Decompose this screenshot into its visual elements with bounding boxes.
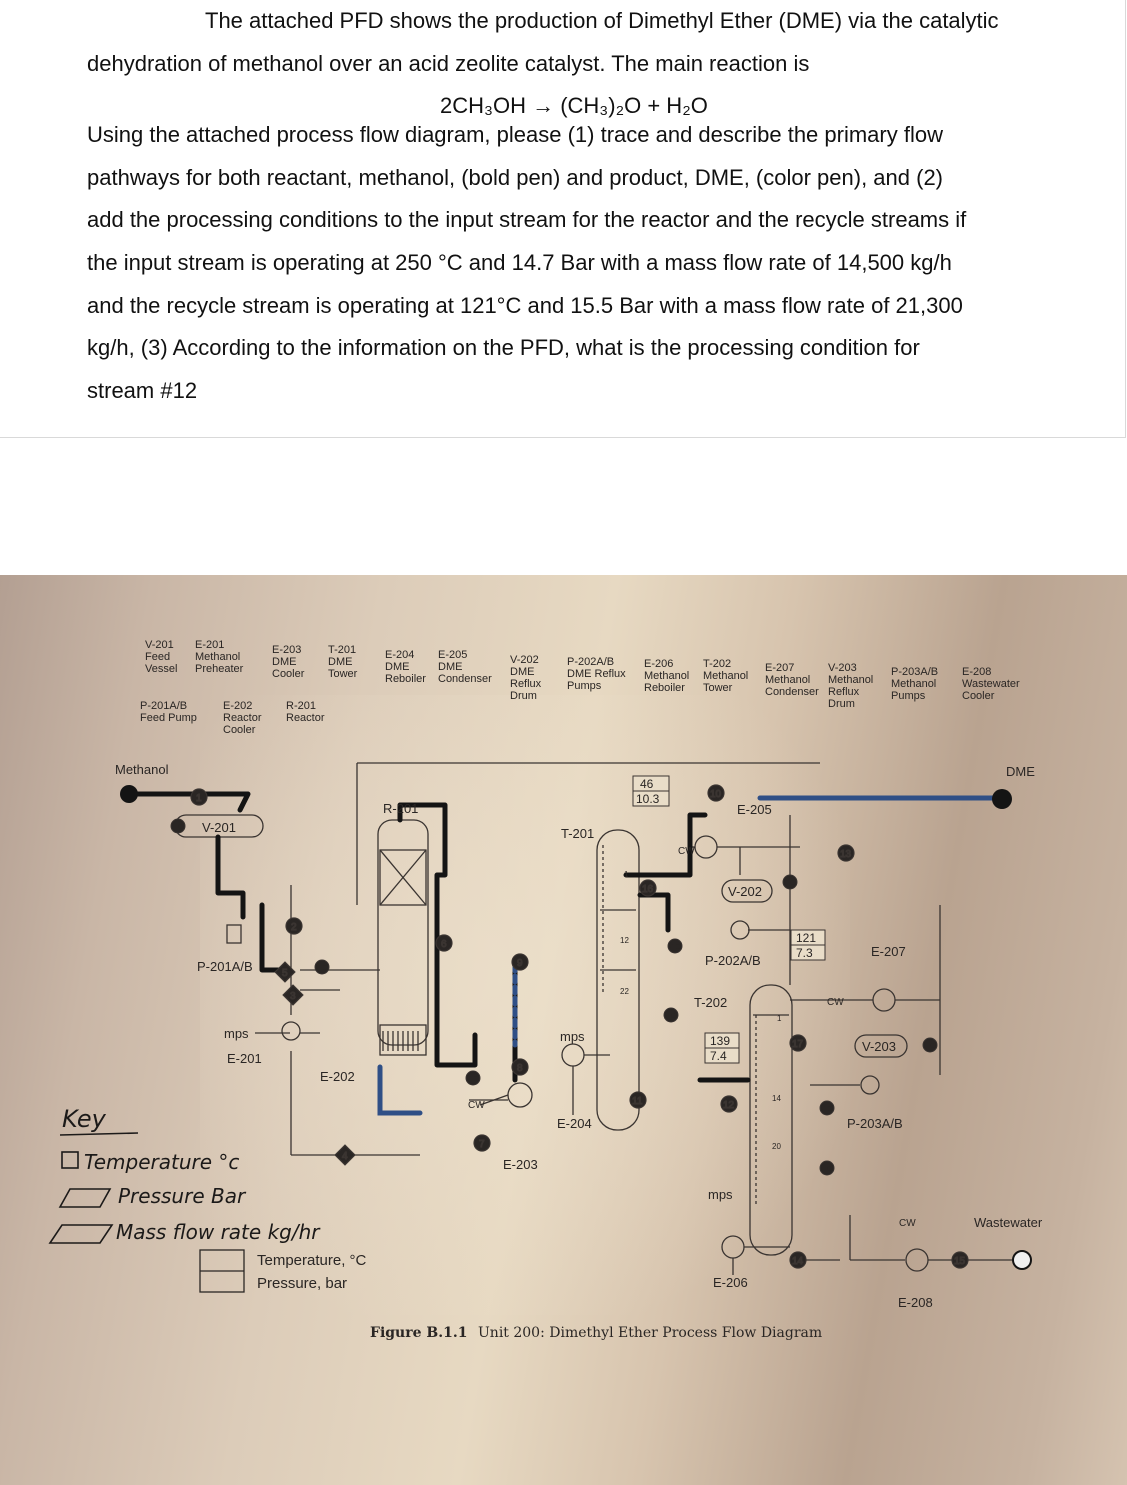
legend-e207-l3: Condenser <box>765 686 819 698</box>
stream-8: 8 <box>517 1063 523 1074</box>
p202-label: P-202A/B <box>705 953 761 968</box>
legend-e202-l3: Cooler <box>223 724 256 736</box>
t201-tray-12: 12 <box>620 936 629 945</box>
legend-r201-l2: Reactor <box>286 712 325 724</box>
legend-e203: E-203 <box>272 644 302 656</box>
e204-label: E-204 <box>557 1116 592 1131</box>
caption-label: Figure B.1.1 <box>370 1325 468 1341</box>
stream-9: 9 <box>517 958 523 969</box>
pfd-diagram <box>0 575 1127 1485</box>
t201-label: T-201 <box>561 826 595 841</box>
reaction-equation: 2CH₃OH → (CH₃)₂O + H₂O <box>440 93 708 118</box>
stream-11: 11 <box>632 1096 643 1107</box>
p201-label: P-201A/B <box>197 959 253 974</box>
t202-tray-20: 20 <box>772 1142 781 1151</box>
question-line-5: add the processing conditions to the input stream for the reactor and the recycle streams if <box>87 207 967 232</box>
legend-t201-l2: DME <box>328 656 353 668</box>
legend-t201: T-201 <box>328 644 357 656</box>
wastewater-label: Wastewater <box>974 1215 1043 1230</box>
stream-14: 14 <box>792 1256 804 1267</box>
stream-16: 16 <box>642 884 654 895</box>
legend-e203-l3: Cooler <box>272 668 305 680</box>
legend-e208-l2: Wastewater <box>962 678 1020 690</box>
question-line-8: kg/h, (3) According to the information on the PFD, what is the processing condition for <box>87 335 920 360</box>
stream-1: 1 <box>196 793 202 804</box>
e203-fic-tag: FIC <box>467 1076 479 1083</box>
legend-t202-l2: Methanol <box>703 670 749 682</box>
e208-label: E-208 <box>898 1295 933 1310</box>
feed-fic-tag: FIC <box>316 965 328 972</box>
legend-p202: P-202A/B <box>567 656 615 668</box>
stream-12: 12 <box>723 1100 735 1111</box>
stream-5: 5 <box>282 968 288 979</box>
legend-t202-l3: Tower <box>703 682 733 694</box>
stream-7: 7 <box>479 1139 485 1150</box>
e202-label: E-202 <box>320 1069 355 1084</box>
question-line-3: Using the attached process flow diagram, please (1) trace and describe the primary flow <box>87 122 943 147</box>
stream-4: 4 <box>342 1151 348 1162</box>
printed-key-temperature: Temperature, °C <box>257 1252 367 1269</box>
stream-2: 2 <box>291 922 297 933</box>
key-temperature: Temperature °c <box>84 1150 240 1174</box>
legend-e205-l2: DME <box>438 661 463 673</box>
mps-e204-label: mps <box>560 1029 585 1044</box>
t201-tray-22: 22 <box>620 987 629 996</box>
stream-13: 13 <box>840 849 852 860</box>
key-massflow: Mass flow rate kg/hr <box>116 1220 320 1244</box>
legend-e203-l2: DME <box>272 656 297 668</box>
question-line-1: The attached PFD shows the production of Dimethyl Ether (DME) via the catalytic <box>205 8 999 33</box>
cond-box-2-temp: 121 <box>796 931 817 945</box>
legend-v202-l2: DME <box>510 666 535 678</box>
t202-lic-tag: LIC <box>821 1166 832 1173</box>
legend-e201-l3: Preheater <box>195 663 244 675</box>
legend-e208: E-208 <box>962 666 992 678</box>
cond-box-1-pressure: 10.3 <box>636 792 660 806</box>
cw-e203-label: CW <box>468 1100 485 1111</box>
legend-p202-l3: Pumps <box>567 680 602 692</box>
t202-tray-14: 14 <box>772 1094 781 1103</box>
question-line-4: pathways for both reactant, methanol, (bold pen) and product, DME, (color pen), and (2) <box>87 165 944 190</box>
stream-10: 10 <box>710 789 722 800</box>
legend-v202-l4: Drum <box>510 690 537 702</box>
legend-v201-l2: Feed <box>145 651 171 663</box>
t202-fic-tag: FIC <box>821 1106 833 1113</box>
stream-3: 3 <box>290 991 296 1002</box>
cond-box-2-pressure: 7.3 <box>796 946 813 960</box>
legend-v202-l3: Reflux <box>510 678 542 690</box>
legend-e201-l2: Methanol <box>195 651 241 663</box>
r201-label: R-201 <box>383 801 419 816</box>
e207-label: E-207 <box>871 944 906 959</box>
key-massflow-box <box>50 1225 112 1243</box>
v202-label: V-202 <box>728 884 762 899</box>
v203-label: V-203 <box>862 1039 896 1054</box>
v203-lic-tag: LIC <box>924 1043 935 1050</box>
legend-e206-l3: Reboiler <box>644 682 685 694</box>
key-pressure-box <box>60 1189 110 1207</box>
v201-label: V-201 <box>202 820 236 835</box>
stream-15: 15 <box>954 1256 966 1267</box>
legend-t201-l3: Tower <box>328 668 358 680</box>
legend-p202-l2: DME Reflux <box>567 668 626 680</box>
printed-key-pressure: Pressure, bar <box>257 1275 348 1292</box>
v201-lic-tag: LIC <box>172 824 183 831</box>
legend-e207: E-207 <box>765 662 795 674</box>
figure-caption <box>370 1325 822 1341</box>
legend-r201: R-201 <box>286 700 316 712</box>
legend-p203-l2: Methanol <box>891 678 937 690</box>
key-pressure: Pressure Bar <box>118 1184 246 1208</box>
t202-tray-1: 1 <box>777 1014 782 1023</box>
legend-e204-l2: DME <box>385 661 410 673</box>
p203-label: P-203A/B <box>847 1116 903 1131</box>
question-line-7: and the recycle stream is operating at 121°C and 15.5 Bar with a mass flow rate of 21,300 <box>87 293 963 318</box>
stream-6: 6 <box>441 939 447 950</box>
wastewater-outlet-marker <box>1013 1251 1031 1269</box>
legend-e204: E-204 <box>385 649 415 661</box>
cond-box-3-temp: 139 <box>710 1034 731 1048</box>
t201-tray-1: 1 <box>624 870 629 879</box>
v202-lic-tag: LIC <box>784 880 795 887</box>
legend-v201: V-201 <box>145 639 174 651</box>
cond-box-1-temp: 46 <box>640 777 654 791</box>
question-line-2: dehydration of methanol over an acid zeolite catalyst. The main reaction is <box>87 51 810 76</box>
legend-v201-l3: Vessel <box>145 663 178 675</box>
e203-label: E-203 <box>503 1157 538 1172</box>
legend-e206: E-206 <box>644 658 674 670</box>
svg-text:V-201 <box>145 639 174 651</box>
question-line-6: the input stream is operating at 250 °C and 14.7 Bar with a mass flow rate of 14,500 kg/h <box>87 250 952 275</box>
caption-text: Unit 200: Dimethyl Ether Process Flow Diagram <box>478 1325 823 1341</box>
legend-e207-l2: Methanol <box>765 674 811 686</box>
legend-e208-l3: Cooler <box>962 690 995 702</box>
t201-lic-tag: LIC <box>665 1013 676 1020</box>
dme-product-label: DME <box>1006 764 1035 779</box>
question-line-9: stream #12 <box>87 378 198 403</box>
e205-label: E-205 <box>737 802 772 817</box>
key-temp-box <box>62 1152 78 1168</box>
legend-e202: E-202 <box>223 700 253 712</box>
legend-p203: P-203A/B <box>891 666 939 678</box>
legend-e201: E-201 <box>195 639 225 651</box>
question-panel <box>0 0 1126 438</box>
legend-p203-l3: Pumps <box>891 690 926 702</box>
legend-v202: V-202 <box>510 654 539 666</box>
legend-p201-l2: Feed Pump <box>140 712 197 724</box>
e206-label: E-206 <box>713 1275 748 1290</box>
cw-e207-label: CW <box>827 997 844 1008</box>
stream-17: 17 <box>792 1039 804 1050</box>
legend-v203: V-203 <box>828 662 857 674</box>
t202-label: T-202 <box>694 995 728 1010</box>
legend-v203-l2: Methanol <box>828 674 874 686</box>
legend-e205: E-205 <box>438 649 468 661</box>
t201-fic-tag: FIC <box>669 944 681 951</box>
legend-t202: T-202 <box>703 658 732 670</box>
legend-v203-l3: Reflux <box>828 686 860 698</box>
mps-e201-label: mps <box>224 1026 249 1041</box>
methanol-feed-label: Methanol <box>115 762 169 777</box>
legend-v203-l4: Drum <box>828 698 855 710</box>
legend-p201: P-201A/B <box>140 700 188 712</box>
legend-e206-l2: Methanol <box>644 670 690 682</box>
pfd-photo <box>0 575 1127 1485</box>
e201-label: E-201 <box>227 1051 262 1066</box>
key-title: Key <box>62 1105 106 1133</box>
legend-e204-l3: Reboiler <box>385 673 426 685</box>
mps-e206-label: mps <box>708 1187 733 1202</box>
cw-e208-label: CW <box>899 1218 916 1229</box>
legend-e202-l2: Reactor <box>223 712 262 724</box>
legend-e205-l3: Condenser <box>438 673 492 685</box>
cond-box-3-pressure: 7.4 <box>710 1049 727 1063</box>
cw-e205-label: CW <box>678 846 695 857</box>
methanol-inlet-marker <box>120 785 138 803</box>
dme-outlet-marker <box>992 789 1012 809</box>
